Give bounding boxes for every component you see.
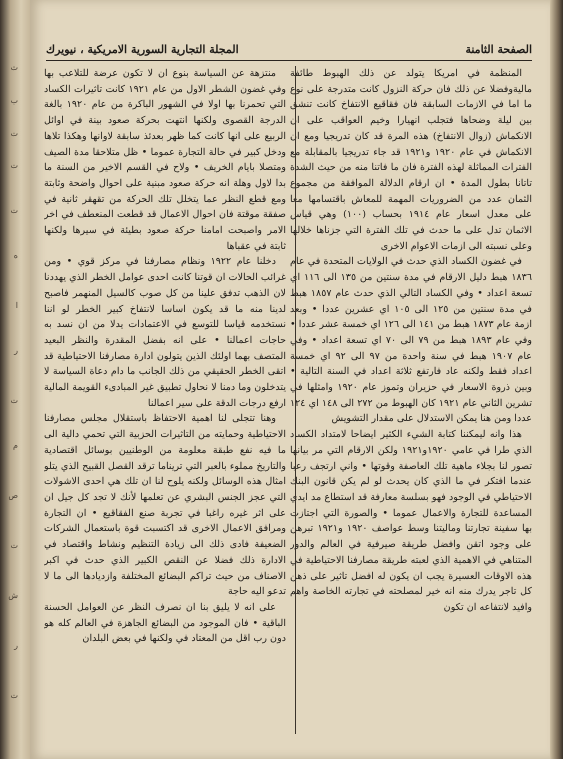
spine-fragment: م <box>13 441 18 450</box>
spine-fragment: ت <box>10 396 18 405</box>
paragraph: وهنا تتجلى لنا اهمية الاحتفاظ باستقلال مجلس مصارفنا الاحتياطية وحمايته من التاثيرات الحزبية التي تحمي دالية الى ما فيه نفع طبقة معلومة من الوطنيين بوسائل اقتصادية والتاريخ مملوء بالعبر التي تريناما ترقد القصل القبيح الذي يتلو امثال هذه الوسائل ولكنه يلوح لنا ان تلك هي احدى الاشولات التي عجز الجنس البشري عن تعلمها لأنك لا تجد كل جيل ان على اثر غيره راغبا في تجربة صنع الفقاقيع • ان التجارة ومرافق الاعمال الاخرى قد اكتسبت قوة باستعمال الشركات الضعيفة فادى ذلك الى زيادة التنظيم ونشاط واقتصاد في الادارة ذلك فضلا عن النقص الكبير الذي حدث في اكبر الاصناف من حيث تراكم البضائع المختلفة وازديادها الى ما لا تدعو اليه حاجة <box>44 413 286 598</box>
spine-fragment: ت <box>10 129 18 138</box>
spine-fragment: ت <box>10 161 18 170</box>
spine-fragment: ه <box>13 251 18 260</box>
spine-fragment: ر <box>14 346 18 355</box>
page-header <box>46 40 532 58</box>
spine-fragment: ب <box>10 96 18 105</box>
publication-title: المجلة التجارية السورية الامريكية ، نيويرك <box>46 42 239 56</box>
spine-fragment: ت <box>10 206 18 215</box>
paragraph: على انه لا يليق بنا ان نصرف النظر عن العوامل الحسنة الباقية • فان الموجود من البضائع الجاهزة في العالم كله هو دون رب اقل من المعتاد في ولكنها في بعض البلدان <box>44 601 286 645</box>
paragraph: دخلنا عام ١٩٢٢ ونظام مصارفنا في مركز قوي • ومن غرائب الحالات ان قوتنا كانت احدى عوامل الخطر الذي يهددنا لان الذهب تدفق علينا من كل صوب كالسيل المنهمر فاصبح لدينا منه ما قد يكون اساسا لانتفاخ كبير الخطر لو اننا نستخدمه قياسا للتوسع في الاعتمادات يدلا من ان نسد به حاجات اعمالنا • على انه بفضل المقدرة والنظر البعيد المتصف بهما اولئك الذين يتولون ادارة مصارفنا الاحتياطية قد اتقى الخطر الحقيقي من ذلك الجانب ما دام دعاة السياسة لا يتدخلون وما دمنا لا نحاول تطبيق غير المبادىء القويمة المالية ارفع درجات الدقة على سير اعمالنا <box>44 256 286 409</box>
spine-fragment: ا <box>15 301 18 310</box>
newspaper-page <box>30 0 550 759</box>
paragraph: هذا وانه ليمكننا كتابة الشيء الكثير ايضاحا لامتداد الكساد الذي طرا في عامي ١٩٢٠و١٩٢١ ولكن الارقام التي مر بيانها تصور لنا بجلاء ماهية تلك العاصفة وقوتها • واني ارتجف رعبا عندما افتكر في ما الذي كان يحدث لو لم يكن قانون البنك الاحتياطي في الوجود فهو بسلسة معارفة قد استطاع مد ايدي المساعدة للتجارة والاعمال عموما • والصورة التي اجتازت بها سفينة تجارتنا وماليتنا وسط عواصف ١٩٢٠ و١٩٢١ تبرهن على وجود اتقن وافضل طريقة صيرفية في العالم والدور المتناهي في الاهمية الذي لعبته طريقة مصارفنا الاحتياطية في هذه الاوقات العسيرة يجب ان يكون له افضل تاثير على ذهن كل تاجر يدرك منه انه خير لمصلحته في تجارته الخاصة واهم وافيد لانتفاعه ان تكون <box>290 429 532 613</box>
spine-fragment: ث <box>10 63 18 72</box>
column-divider <box>295 66 296 734</box>
spine-fragment: ت <box>10 541 18 550</box>
paragraph: المنظمة في امريكا يتولد عن ذلك الهبوط طائفة ماليةوفضلا عن ذلك فان حركة النزول كانت متدرجة على نوع ما اما في الازمات السابقة فان فقاقيع الانتفاخ كانت تنشق بين ليلة وضحاها فتجلب انهيارا وخيم العواقب على ان الانكماش (زوال الانتفاخ) هذه المرة قد كان تدريجيا ومع ان الانكماش في عام ١٩٢٠ و١٩٢١ قد جاء تدريجيا بالمقابلة مع الفترات المماثلة لهذه الفترة فان ما فاتنا منه من حيث الشدة تاتانا بطول المدة • ان ارقام الدلالة الموافقة من مجموع الثمان عدد من الضروريات المهمة للمعاش باقتسامها معا على معدل اسعار عام ١٩١٤ بحساب (١٠٠) وهي قياس الاثمان تدل على ما حدث في تلك الفترة التي جزناها خلالها وعلى نسبته الى ازمات الاعوام الاخرى <box>290 68 532 252</box>
paragraph: منتزهة عن السياسة بنوع ان لا تكون عرضة للتلاعب بها وفي غضون الشطر الاول من عام ١٩٢١ كانت تاثيرات الكساد التي تحمرنا بها اولا في الشهور الباكرة من عام ١٩٢٠ بالغة الدرجة القصوى ولكنها انتهت بحركة صعود بينة في اوائل الربيع على انها كانت كما ظهر بعدئذ سابقة لاوانها وهكذا تلاها ودخل كبير في حالة التجارة عموما • ظل متلاحقا مدة الصيف ومتصلا بايام الخريف • ولاح في القسم الاخير من السنة ما بدا لاول وهلة انه حركة صعود مبنية على احوال واضحة وثابتة ومع قطع النظر عما يتخلل تلك الحركة من تقهقر ثانية في صفقة موقتة فان احوال الاعمال قد قطعت المنعطف في اخر الامر واصبحت امامنا حركة صعود بطيئة في سيرها ولكنها ثابتة في عقباها <box>44 68 286 252</box>
right-text-column <box>290 66 532 736</box>
spine-fragment: ت <box>10 691 18 700</box>
spine-fragment: ر <box>14 641 18 650</box>
spine-fragment: ش <box>8 591 18 600</box>
left-text-column <box>44 66 286 736</box>
paragraph: في غضون الكساد الذي حدث في الولايات المتحدة في عام ١٨٣٦ هبط دليل الارقام في مدة سنتين من ١٣٥ الى ١١٦ اي تسعة اعداد • وفي الكساد التالي الذي حدث عام ١٨٥٧ هبط في مدة سنتين من ١٢٥ الى ١٠٥ اي عشرين عددا • وبعد ازمة عام ١٨٧٣ هبط من ١٤١ الى ١٢٦ اي خمسة عشر عددا • وفي عام ١٨٩٣ هبط من ٧٩ الى ٧٠ اي تسعة اعداد • وفي عام ١٩٠٧ هبط في سنة واحدة من ٩٧ الى ٩٢ اي خمسة اعداد فقط ولكنه عاد فارتفع ثلاثة اعداد في السنة التالية • وبين ذروة الاسعار في حزيران وتموز عام ١٩٢٠ وامثلها في تشرين الثاني عام ١٩٢١ كان الهبوط من ٢٧٢ الى ١٤٨ اي ١٢٤ عددا ومن هنا يمكن الاستدلال على مقدار التشويش <box>290 256 532 425</box>
book-spine-gutter <box>0 0 30 759</box>
spine-fragment: ص <box>8 491 18 500</box>
page-number-label: الصفحة الثامنة <box>465 42 532 56</box>
header-rule <box>46 60 532 61</box>
page-right-edge <box>550 0 563 759</box>
